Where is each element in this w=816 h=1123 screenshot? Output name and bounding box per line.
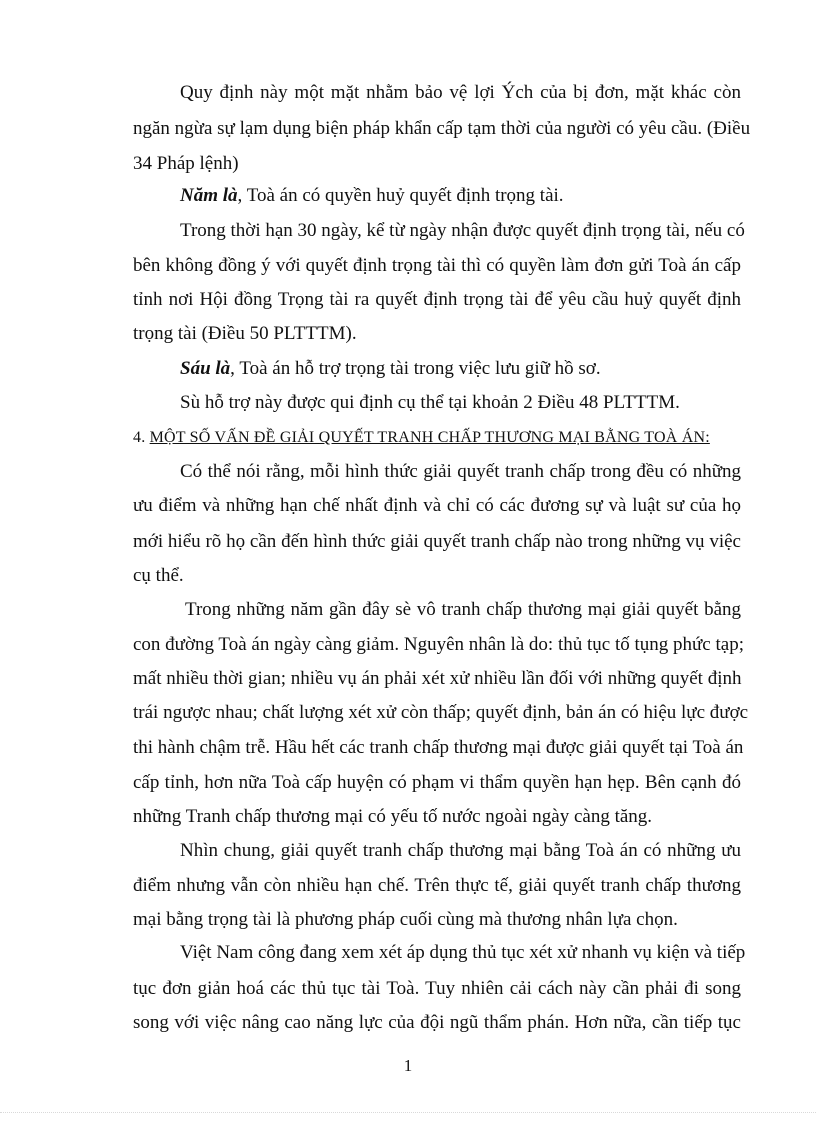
lead-comma: , (237, 185, 243, 206)
text-line: Sù hỗ trợ này được qui định cụ thể tại khoản 2 Điều 48 PLTTTM. (180, 392, 680, 413)
heading-title: MỘT SỐ VẤN ĐỀ GIẢI QUYẾT TRANH CHẤP THƯƠNG MẠI BẰNG TOÀ ÁN: (149, 429, 710, 446)
lead-term: Sáu là (180, 358, 231, 379)
text-line: Việt Nam công đang xem xét áp dụng thủ tục xét xử nhanh vụ kiện và tiếp (180, 942, 746, 963)
text-line: thi hành chậm trễ. Hầu hết các tranh chấp thương mại được giải quyết tại Toà án (133, 737, 744, 758)
text-line: Nhìn chung, giải quyết tranh chấp thương mại bằng Toà án có những ưu (180, 840, 741, 861)
heading-number: 4. (133, 429, 146, 446)
text-line: mất nhiều thời gian; nhiều vụ án phải xét xử nhiều lần đối với những quyết định (133, 668, 742, 689)
text-line: song với việc nâng cao năng lực của đội ngũ thẩm phán. Hơn nữa, cần tiếp tục (133, 1012, 741, 1033)
text-line: cụ thể. (133, 565, 184, 586)
text-line: Toà án hỗ trợ trọng tài trong việc lưu giữ hồ sơ. (239, 358, 601, 379)
text-line: trái ngược nhau; chất lượng xét xử còn thấp; quyết định, bản án có hiệu lực được (133, 702, 749, 723)
text-line: tỉnh nơi Hội đồng Trọng tài ra quyết định trọng tài để yêu cầu huỷ quyết định (133, 289, 741, 310)
text-line: Trong những năm gần đây sè vô tranh chấp thương mại giải quyết bằng (185, 599, 741, 620)
page-number: 1 (403, 1056, 413, 1075)
text-line: những Tranh chấp thương mại có yếu tố nước ngoài ngày càng tăng. (133, 806, 653, 827)
paragraph-sau-la (180, 357, 741, 381)
text-line: trọng tài (Điều 50 PLTTTM). (133, 323, 357, 344)
text-line: Trong thời hạn 30 ngày, kể từ ngày nhận được quyết định trọng tài, nếu có (180, 220, 745, 241)
text-line: điểm nhưng vẫn còn nhiều hạn chế. Trên thực tế, giải quyết tranh chấp thương (133, 875, 741, 896)
text-line: Quy định này một mặt nhằm bảo vệ lợi Ých của bị đơn, mặt khác còn (180, 82, 741, 103)
text-line: ngăn ngừa sự lạm dụng biện pháp khẩn cấp tạm thời của người có yêu cầu. (Điều (133, 118, 751, 139)
text-line: Toà án có quyền huỷ quyết định trọng tài. (246, 185, 564, 206)
text-line: mại bằng trọng tài là phương pháp cuối cùng mà thương nhân lựa chọn. (133, 909, 678, 930)
text-line: 34 Pháp lệnh) (133, 153, 239, 174)
text-line: tục đơn giản hoá các thủ tục tài Toà. Tuy nhiên cải cách này cần phải đi song (133, 978, 741, 999)
text-line: con đường Toà án ngày càng giảm. Nguyên nhân là do: thủ tục tố tụng phức tạp; (133, 634, 744, 655)
page-bottom-border (0, 1112, 816, 1113)
text-line: cấp tỉnh, hơn nữa Toà cấp huyện có phạm vi thẩm quyền hạn hẹp. Bên cạnh đó (133, 772, 741, 793)
text-line: ưu điểm và những hạn chế nhất định và chỉ có các đương sự và luật sư của họ (133, 495, 741, 516)
text-line: bên không đồng ý với quyết định trọng tài thì có quyền làm đơn gửi Toà án cấp (133, 255, 741, 276)
text-line: Có thể nói rằng, mỗi hình thức giải quyết tranh chấp trong đều có những (180, 461, 741, 482)
section-heading (133, 426, 741, 450)
text-line: mới hiểu rõ họ cần đến hình thức giải quyết tranh chấp nào trong những vụ việc (133, 531, 741, 552)
paragraph-nam-la (180, 184, 741, 208)
lead-term: Năm là (180, 185, 238, 206)
lead-comma: , (230, 358, 235, 379)
